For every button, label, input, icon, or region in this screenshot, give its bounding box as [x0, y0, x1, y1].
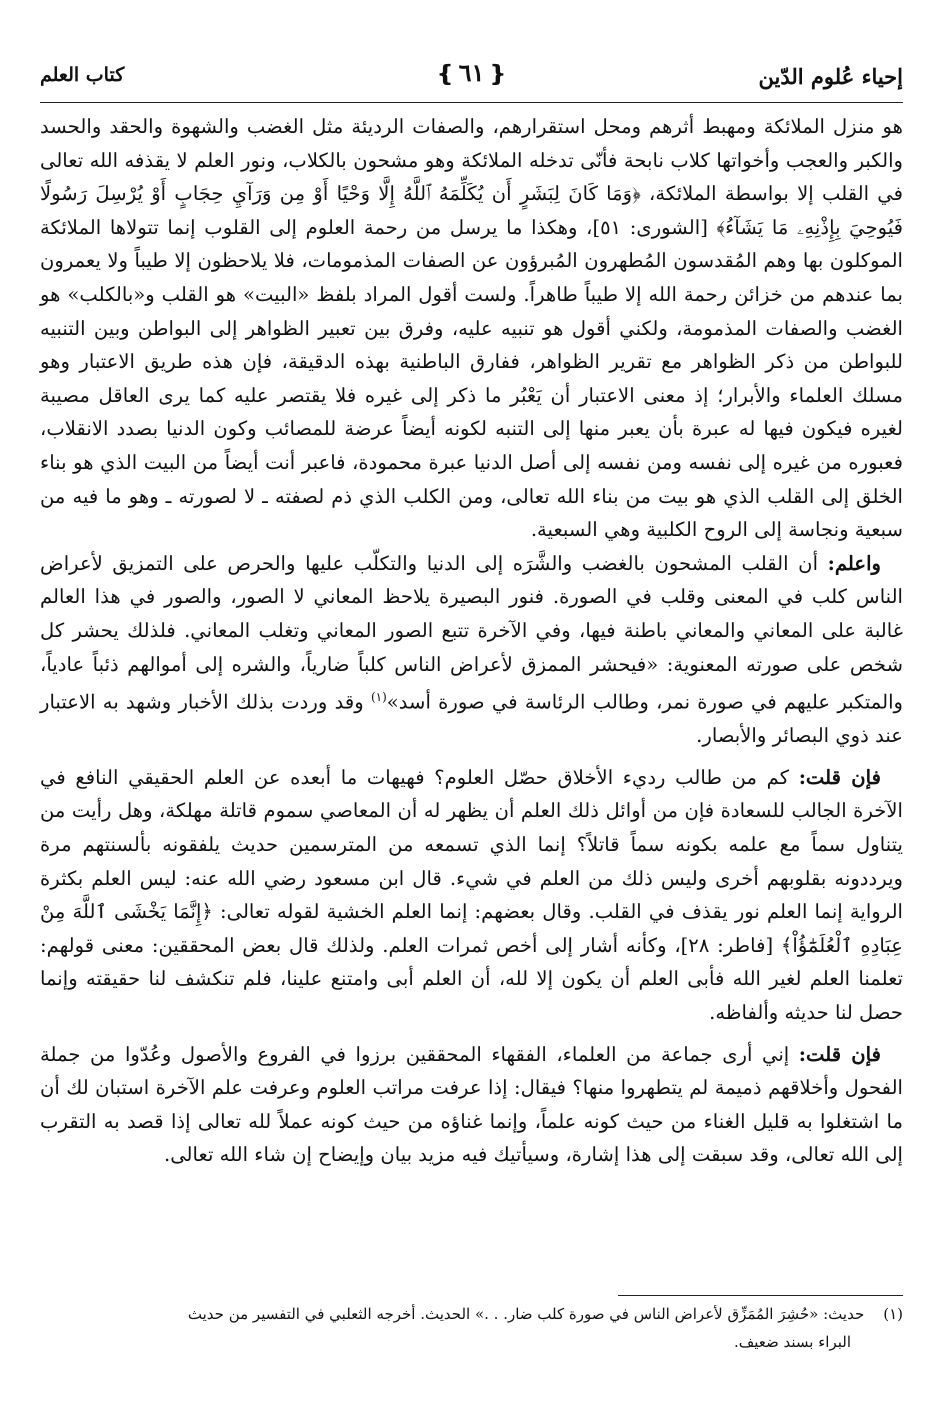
- footnote-divider: [618, 1295, 903, 1296]
- paragraph-2: واعلم: أن القلب المشحون بالغضب والشَّرَه إلى الدنيا والتكلّب عليها والحرص على التمزيق لأعراض الناس كلب في المعنى وقلب في الصورة. فنور البصيرة يلاحظ المعاني لا الصور، والصور في هذا العالم غالبة على المعاني والمعاني باطنة فيها، وفي الآخرة تتبع الصور المعاني وتغلب المعاني. فلذلك يحشر كل شخص على صورته المعنوية: «فيحشر الممزق لأعراض الناس كلباً ضارياً، والشره إلى أموالهم ذئباً عادياً، والمتكبر عليهم في صورة نمر، وطالب الرئاسة في صورة أسد»$^{(١)}$ وقد وردت بذلك الأخبار وشهد به الاعتبار عند ذوي البصائر والأبصار.: [40, 551, 904, 748]
- footnote: [40, 1300, 903, 1356]
- header-divider: [40, 102, 903, 103]
- footnote-line-1: (١) حديث: «حُشِرَ المُمَزِّق لأعراض الناس في صورة كلب ضار. . .» الحديث. أخرجه الثعلبي في التفسير من حديث: [40, 1300, 903, 1328]
- footnote-ref[interactable]: (١): [370, 690, 387, 705]
- chapter-title: كتاب العلم: [40, 64, 125, 86]
- paragraph-3: فإن قلت: كم من طالب رديء الأخلاق حصّل العلوم؟ فهيهات ما أبعده عن العلم الحقيقي النافع في الآخرة الجالب للسعادة فإن من أوائل ذلك العلم أن يظهر له أن المعاصي سموم قاتلة مهلكة، وهل رأيت من يتناول سماً مع علمه بكونه سماً قاتلاً؟ إنما الذي تسمعه من المترسمين حديث يلفقونه بألسنتهم مرة ويرددونه بقلوبهم أخرى وليس ذلك من العلم في شيء. قال ابن مسعود رضي الله عنه: ليس العلم بكثرة الرواية إنما العلم نور يقذف في القلب. وقال بعضهم: إنما العلم الخشية لقوله تعالى: ﴿إِنَّمَا يَخْشَى ٱللَّهَ مِنْ عِبَادِهِ ٱلْعُلَمَٰٓؤُاْ﴾ [فاطر: ٢٨]، وكأنه أشار إلى أخص ثمرات العلم. ولذلك قال بعض المحققين: معنى قولهم: تعلمنا العلم لغير الله فأبى العلم أن يكون إلا لله، أن العلم أبى وامتنع علينا، فلم تنكشف لنا حقيقته وإنما حصل لنا حديثه وألفاظه.: [40, 765, 903, 1024]
- main-text: [40, 110, 903, 1172]
- footnote-number: (١): [883, 1305, 903, 1323]
- paragraph-4: فإن قلت: إني أرى جماعة من العلماء، الفقهاء المحققين برزوا في الفروع والأصول وعُدّوا من جملة الفحول وأخلاقهم ذميمة لم يتطهروا منها؟ فيقال: إذا عرفت مراتب العلوم وعرفت علم الآخرة استبان لك أن ما اشتغلوا به قليل الغناء من حيث كونه علماً، وإنما غناؤه من حيث كونه عملاً لله تعالى إذا قصد به التقرب إلى الله تعالى، وقد سبقت إلى هذا إشارة، وسيأتيك فيه مزيد بيان وإيضاح إن شاء الله تعالى.: [40, 1042, 903, 1167]
- right-ornament-icon: ❵: [488, 61, 507, 87]
- book-title: إحياء عُلوم الدّين: [758, 64, 903, 89]
- page-header: [40, 58, 903, 102]
- left-ornament-icon: ❴: [436, 61, 455, 87]
- page-number-ornament: [432, 58, 511, 87]
- page-number: ٦١: [458, 58, 485, 87]
- footnote-line-2: البراء بسند ضعيف.: [733, 1333, 851, 1351]
- paragraph-1: هو منزل الملائكة ومهبط أثرهم ومحل استقرارهم، والصفات الرديئة مثل الغضب والشهوة والحقد والحسد والكبر والعجب وأخواتها كلاب نابحة فأنّى تدخله الملائكة وهو مشحون بالكلاب، ونور العلم لا يقذفه الله تعالى في القلب إلا بواسطة الملائكة، ﴿وَمَا كَانَ لِبَشَرٍ أَن يُكَلِّمَهُ ٱللَّهُ إِلَّا وَحْيًا أَوْ مِن وَرَآيِ حِجَابٍ أَوْ يُرْسِلَ رَسُولًا فَيُوحِيَ بِإِذْنِهِۦ مَا يَشَآءُ﴾ [الشورى: ٥١]، وهكذا ما يرسل من رحمة العلوم إلى القلوب إنما تتولاها الملائكة الموكلون بها وهم المُقدسون المُطهرون المُبرؤون عن الصفات المذمومات، فلا يلاحظون إلا طيباً ولا يعمرون بما عندهم من خزائن رحمة الله إلا طيباً طاهراً. ولست أقول المراد بلفظ «البيت» هو القلب و«بالكلب» هو الغضب والصفات المذمومة، ولكني أقول هو تنبيه عليه، وفرق بين تعبير الظواهر إلى البواطن وبين التنبيه للبواطن من ذكر الظواهر مع تقرير الظواهر، ففارق الباطنية بهذه الدقيقة، فإن هذه طريق الاعتبار وهو مسلك العلماء والأبرار؛ إذ معنى الاعتبار أن يَعْبُر ما ذكر إلى غيره فلا يقتصر عليه كما يرى العاقل مصيبة لغيره فيكون فيها له عبرة بأن يعبر منها إلى التنبه لكونه أيضاً عرضة للمصائب وكون الدنيا بصدد الانقلاب، فعبوره من غيره إلى نفسه ومن نفسه إلى أصل الدنيا عبرة محمودة، فاعبر أنت أيضاً من البيت الذي هو بناء الخلق إلى القلب الذي هو بيت من بناء الله تعالى، ومن الكلب الذي ذم لصفته ـ لا لصورته ـ وهو ما فيه من سبعية ونجاسة إلى الروح الكلبية وهي السبعية.: [40, 115, 904, 542]
